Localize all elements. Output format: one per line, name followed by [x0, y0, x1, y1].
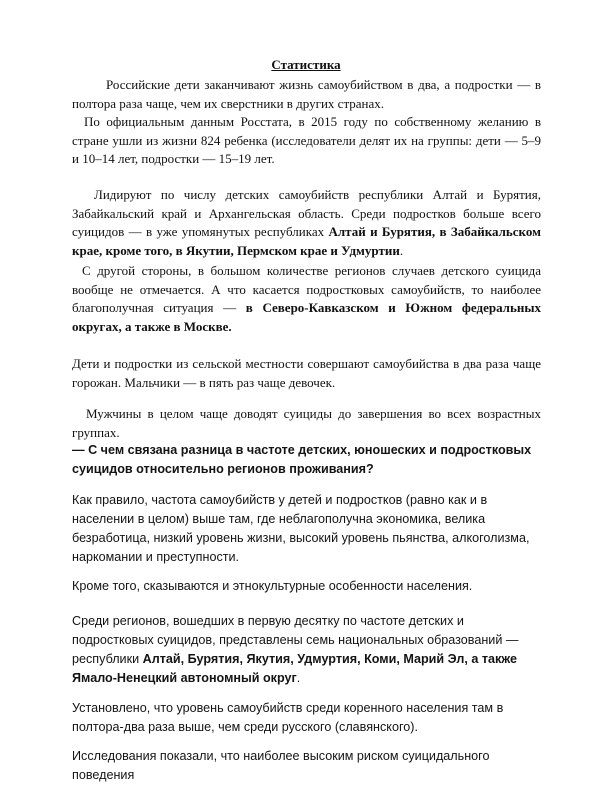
paragraph-research: Исследования показали, что наиболее высоким риском суицидального поведения — [72, 749, 490, 782]
highlighted-regions: Алтай, Бурятия, Якутия, Удмуртия, Коми, Марий Эл, а также Ямало-Ненецкий автономный округ — [72, 652, 518, 685]
paragraph-economy: Как правило, частота самоубийств у детей и подростков (равно как и в населении в целом) выше там, где неблагополучна экономика, велика безработица, низкий уровень жизни, высокий уровень пьянства, алкоголизма, наркомании и преступности. — [72, 493, 530, 564]
highlighted-regions: Алтай и Бурятия, в Забайкальском крае, кроме того, в Якутии, Пермском крае и Удмуртии — [72, 224, 541, 258]
paragraph-national-regions — [72, 612, 541, 688]
paragraph-other-side — [72, 262, 541, 336]
interview-question: — С чем связана разница в частоте детских, юношеских и подростковых суицидов относительно регионов проживания? — [72, 443, 532, 476]
paragraph-intro: Российские дети заканчивают жизнь самоубийством в два, а подростки — в полтора раза чаще, чем их сверстники в других странах. — [72, 77, 541, 111]
page-title: Статистика — [271, 57, 341, 72]
paragraph-text: Среди регионов, вошедших в первую десятку по частоте детских и подростковых суицидов, представлены семь национальных образований — республики — [72, 614, 519, 666]
paragraph-rosstat: По официальным данным Росстата, в 2015 году по собственному желанию в стране ушли из жизни 824 ребенка (исследователи делят их на группы: дети — 5–9 и 10–14 лет, подростки — 15–19 лет. — [72, 114, 541, 166]
paragraph-text: С другой стороны, в большом количестве регионов случаев детского суицида вообще не отмечается. А что касается подростковых самоубийств, то наиболее благополучная ситуация — — [72, 263, 541, 315]
paragraph-end: . — [296, 671, 301, 685]
paragraph-ethnocultural: Кроме того, сказываются и этнокультурные особенности населения. — [72, 579, 473, 593]
paragraph-leading-regions — [72, 186, 541, 260]
paragraph-indigenous: Установлено, что уровень самоубийств среди коренного населения там в полтора-два раза выше, чем среди русского (славянского). — [72, 701, 504, 734]
paragraph-text: Лидируют по числу детских самоубийств республики Алтай и Бурятия, Забайкальский край и Архангельская область. Среди подростков больше всего суицидов — в уже упомянутых республиках — [72, 187, 541, 239]
paragraph-rural: Дети и подростки из сельской местности совершают самоубийства в два раза чаще горожан. Мальчики — в пять раз чаще девочек. — [72, 356, 541, 390]
paragraph-end: . — [399, 242, 404, 258]
highlighted-regions: в Северо-Кавказском и Южном федеральных округах, а также в Москве. — [72, 300, 541, 334]
paragraph-men: Мужчины в целом чаще доводят суициды до завершения во всех возрастных группах. — [72, 406, 541, 440]
